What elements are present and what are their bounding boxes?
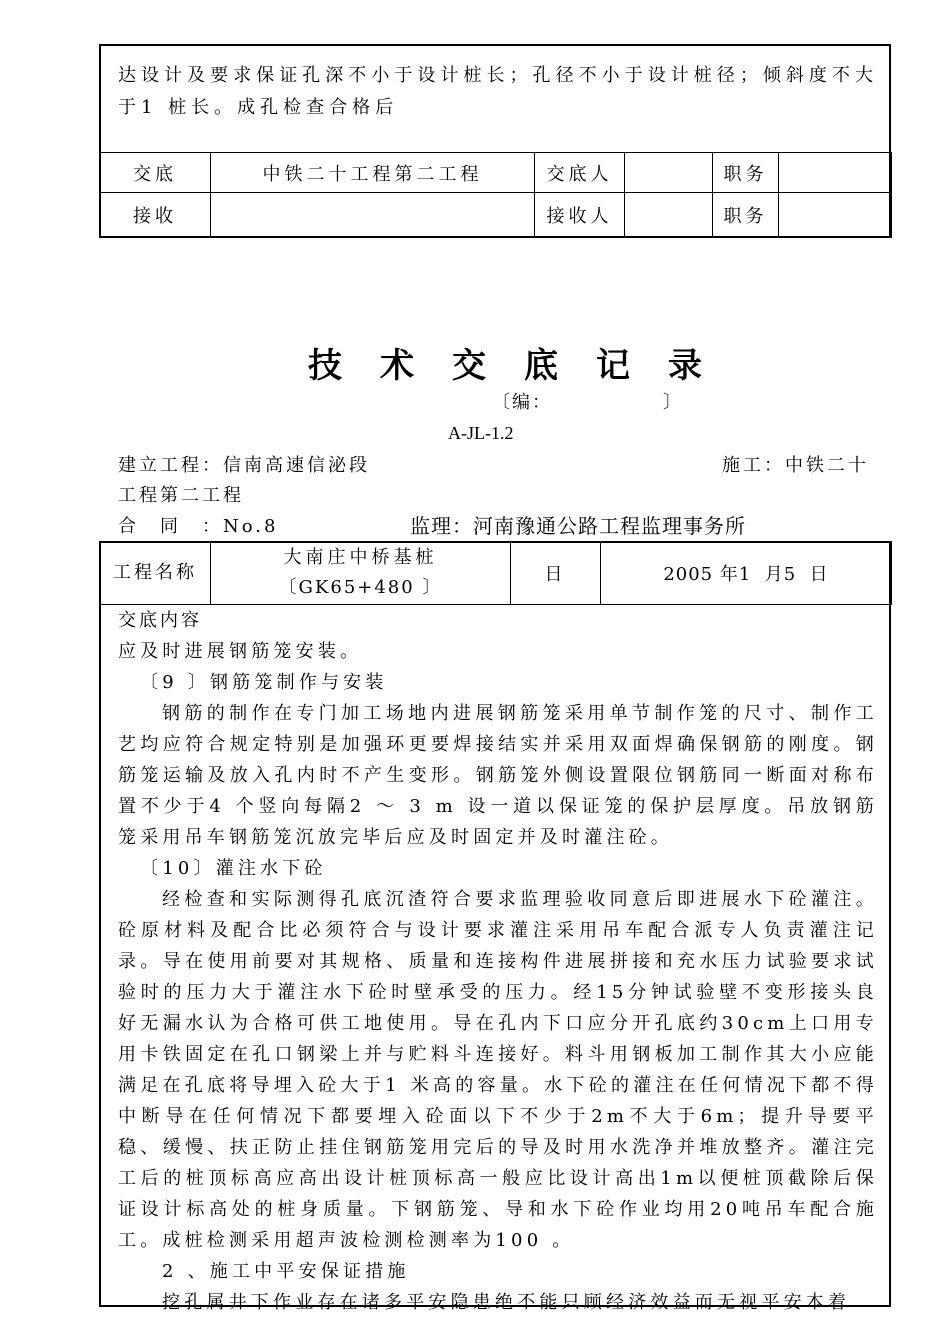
content-paragraph: 2 、施工中平安保证措施	[162, 1261, 410, 1282]
contractor-line: 施工：中铁二十	[722, 455, 869, 476]
project-info-table	[99, 541, 892, 605]
project-name-label: 工程名称	[100, 542, 211, 605]
handover-label: 交底	[100, 153, 211, 193]
receive-person-value	[625, 193, 713, 238]
date-value: 2005 年1 月5 日	[601, 542, 892, 605]
receive-label: 接收	[100, 193, 211, 238]
handover-value: 中铁二十工程第二工程	[211, 153, 535, 193]
contract-label: 合 同 ：No.8	[118, 516, 279, 537]
content-paragraph: 应及时进展钢筋笼安装。	[118, 641, 363, 662]
handover-row	[100, 153, 892, 193]
content-body	[118, 636, 878, 1318]
project-name-value	[211, 542, 511, 605]
project-name-value-line2: 〔GK65+480 〕	[278, 577, 443, 598]
content-paragraph: 〔9 〕钢筋笼制作与安装	[140, 672, 388, 693]
continued-text: 达设计及要求保证孔深不小于设计桩长；孔径不小于设计桩径；倾斜度不大于1 桩长。成孔检查合格后	[118, 65, 878, 118]
contractor-continued: 工程第二工程	[118, 485, 244, 506]
handover-position-value	[779, 153, 892, 193]
date-label: 日	[511, 542, 601, 605]
doc-code: A-JL-1.2	[448, 423, 514, 443]
handover-person-value	[625, 153, 713, 193]
project-line: 建立工程：信南高速信泌段	[118, 455, 370, 476]
content-paragraph: 钢筋的制作在专门加工场地内进展钢筋笼采用单节制作笼的尺寸、制作工艺均应符合规定特别是加强环更要焊接结实并采用双面焊确保钢筋的刚度。钢筋笼运输及放入孔内时不产生变形。钢筋笼外侧设置限位钢筋同一断面对称布置不少于4 个竖向每隔2 ～ 3 m 设一道以保证笼的保护层厚度。吊放钢筋笼采用吊车钢筋笼沉放完毕后应及时固定并及时灌注砼。	[118, 703, 878, 848]
receive-position-label: 职务	[713, 193, 779, 238]
receive-row	[100, 193, 892, 238]
handover-person-label: 交底人	[535, 153, 625, 193]
content-paragraph: 〔10〕灌注水下砼	[140, 858, 327, 879]
receive-value	[211, 193, 535, 238]
handover-position-label: 职务	[713, 153, 779, 193]
supervisor-line: 监理：河南豫通公路工程监理事务所	[410, 514, 746, 538]
content-paragraph: 经检查和实际测得孔底沉渣符合要求监理验收同意后即进展水下砼灌注。砼原材料及配合比必须符合与设计要求灌注采用吊车配合派专人负责灌注记录。导在使用前要对其规格、质量和连接构件进展拼接和充水压力试验要求试验时的压力大于灌注水下砼时壁承受的压力。经15分钟试验壁不变形接头良好无漏水认为合格可供工地使用。导在孔内下口应分开孔底约30cm上口用专用卡铁固定在孔口钢梁上并与贮料斗连接好。料斗用钢板加工制作其大小应能满足在孔底将导埋入砼大于1 米高的容量。水下砼的灌注在任何情况下都不得中断导在任何情况下都要埋入砼面以下不少于2m不大于6m；提升导要平稳、缓慢、扶正防止挂住钢筋笼用完后的导及时用水洗净并堆放整齐。灌注完工后的桩顶标高应高出设计桩顶标高一般应比设计高出1m以便桩顶截除后保证设计标高处的桩身质量。下钢筋笼、导和水下砼作业均用20吨吊车配合施工。成桩检测采用超声波检测检测率为100 。	[118, 889, 878, 1251]
handover-table	[99, 152, 892, 238]
receive-position-value	[779, 193, 892, 238]
content-paragraph: 挖孔属井下作业存在诸多平安隐患绝不能只顾经济效益而无视平安本着	[162, 1292, 851, 1313]
project-name-value-line1: 大南庄中桥基桩	[283, 547, 438, 568]
doc-edition: 〔编： 〕	[492, 392, 683, 413]
doc-title: 技术交底记录	[308, 346, 740, 386]
content-heading: 交底内容	[118, 610, 202, 631]
receive-person-label: 接收人	[535, 193, 625, 238]
